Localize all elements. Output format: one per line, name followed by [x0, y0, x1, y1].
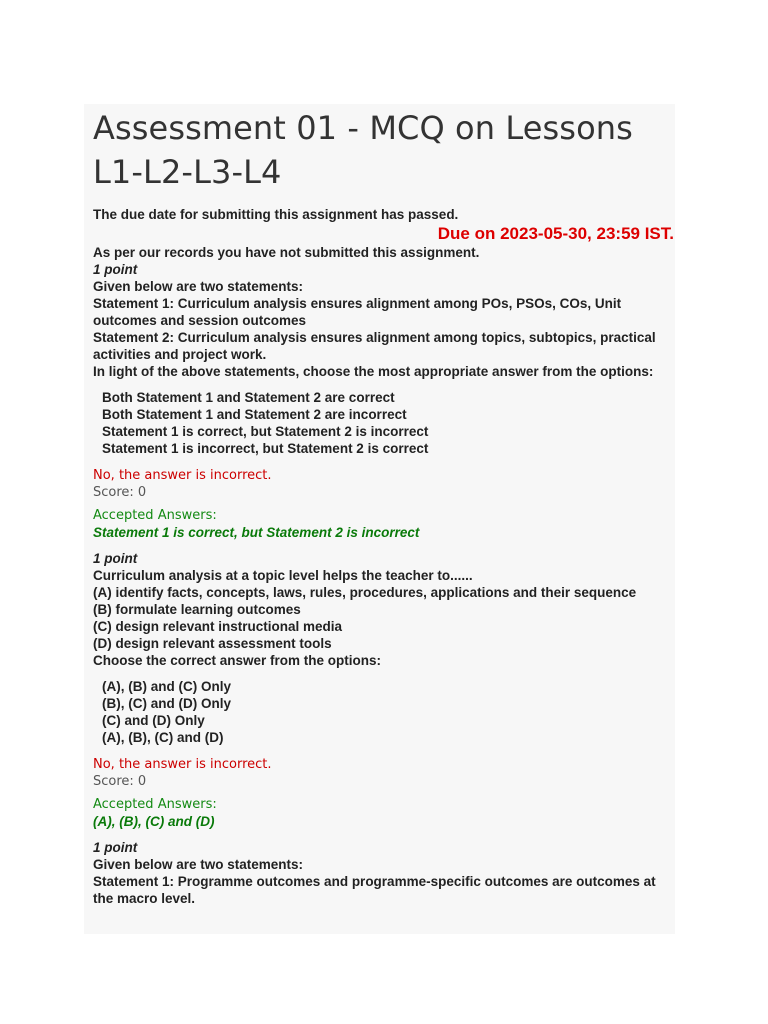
question-text-line: Statement 2: Curriculum analysis ensures alignment among topics, subtopics, practical activities and project work.: [93, 330, 656, 362]
question-text-line: Curriculum analysis at a topic level helps the teacher to......: [93, 568, 473, 583]
question-text-line: Statement 1: Curriculum analysis ensures alignment among POs, PSOs, COs, Unit outcomes and session outcomes: [93, 296, 622, 328]
question-text-line: Given below are two statements:: [93, 279, 304, 294]
accepted-answers-label: Accepted Answers:: [93, 797, 217, 812]
question-points: 1 point: [93, 551, 138, 566]
answer-option[interactable]: Statement 1 is correct, but Statement 2 is incorrect: [102, 424, 429, 439]
question-text-line: Given below are two statements:: [93, 857, 304, 872]
question-2: [93, 550, 675, 831]
question-1: [93, 261, 675, 542]
question-text-line: Choose the correct answer from the options:: [93, 653, 382, 668]
answer-option[interactable]: (C) and (D) Only: [102, 713, 205, 728]
question-3: [93, 839, 675, 907]
answer-option[interactable]: Statement 1 is incorrect, but Statement 2 is correct: [102, 441, 429, 456]
due-date: Due on 2023-05-30, 23:59 IST.: [437, 224, 674, 243]
answer-options: [102, 678, 675, 746]
accepted-answer: (A), (B), (C) and (D): [93, 814, 215, 829]
answer-option[interactable]: Both Statement 1 and Statement 2 are correct: [102, 390, 395, 405]
question-text-line: (A) identify facts, concepts, laws, rules, procedures, applications and their sequence: [93, 585, 637, 600]
question-text-line: Statement 1: Programme outcomes and programme-specific outcomes are outcomes at the macro level.: [93, 874, 656, 906]
question-text-line: (C) design relevant instructional media: [93, 619, 343, 634]
question-text-line: In light of the above statements, choose the most appropriate answer from the options:: [93, 364, 654, 379]
answer-option[interactable]: (A), (B) and (C) Only: [102, 679, 231, 694]
score-text: Score: 0: [93, 485, 147, 500]
question-points: 1 point: [93, 262, 138, 277]
answer-options: [102, 389, 675, 457]
question-text-line: (B) formulate learning outcomes: [93, 602, 301, 617]
feedback-text: No, the answer is incorrect.: [93, 468, 272, 483]
answer-option[interactable]: (A), (B), (C) and (D): [102, 730, 224, 745]
feedback-text: No, the answer is incorrect.: [93, 757, 272, 772]
accepted-answers-label: Accepted Answers:: [93, 508, 217, 523]
answer-option[interactable]: Both Statement 1 and Statement 2 are incorrect: [102, 407, 407, 422]
question-points: 1 point: [93, 840, 138, 855]
accepted-answer: Statement 1 is correct, but Statement 2 is incorrect: [93, 525, 420, 540]
answer-option[interactable]: (B), (C) and (D) Only: [102, 696, 231, 711]
assessment-page: [84, 104, 675, 934]
not-submitted-notice: As per our records you have not submitted this assignment.: [93, 245, 480, 260]
page-title: Assessment 01 - MCQ on Lessons L1-L2-L3-L4: [93, 109, 633, 191]
due-passed-notice: The due date for submitting this assignment has passed.: [93, 207, 459, 222]
question-text-line: (D) design relevant assessment tools: [93, 636, 332, 651]
score-text: Score: 0: [93, 774, 147, 789]
